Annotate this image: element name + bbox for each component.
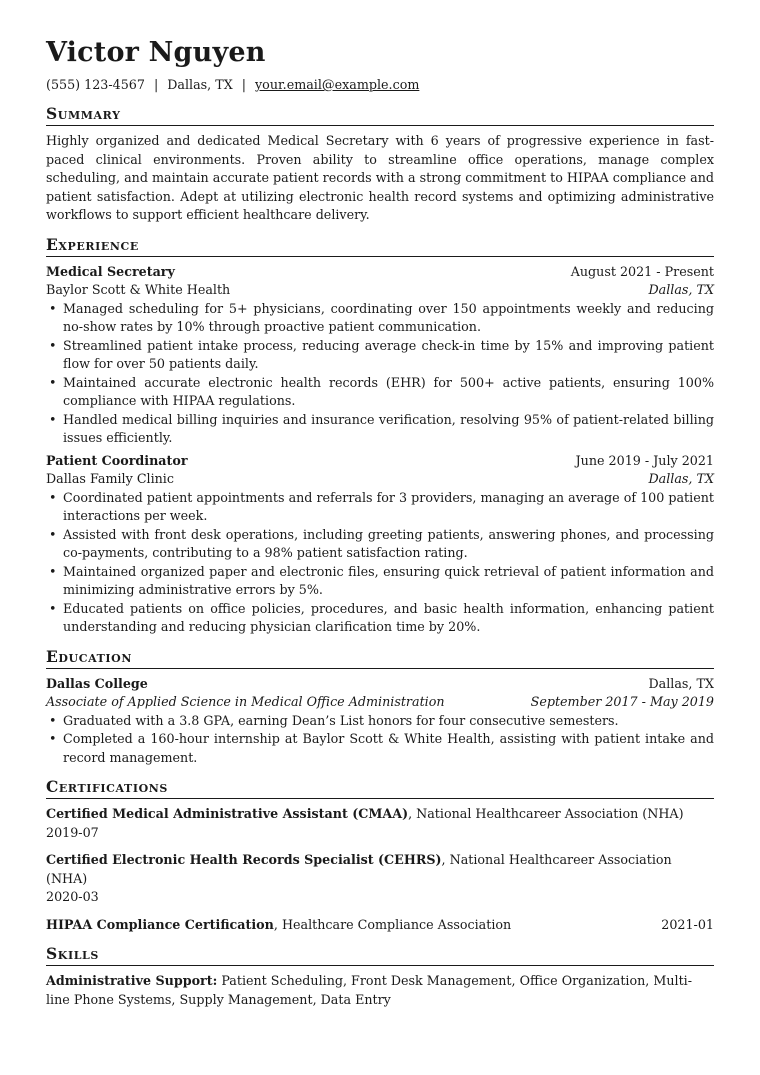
resume-page xyxy=(46,0,714,1009)
skills-entry xyxy=(46,972,714,1009)
skill-category: Administrative Support: xyxy=(46,973,218,988)
experience-entry xyxy=(46,263,714,448)
job-header xyxy=(46,263,714,282)
list-item: • Educated patients on office policies, procedures, and basic health information, enhancing patient understanding and reducing physician clarification time by 20%. xyxy=(46,600,714,637)
section-heading-summary: Summary xyxy=(46,104,714,126)
job-dates: June 2019 - July 2021 xyxy=(575,452,714,468)
certification-entry xyxy=(46,916,714,935)
phone-number: (555) 123-4567 xyxy=(46,77,145,92)
education-bullets xyxy=(46,712,714,768)
separator: | xyxy=(153,77,159,92)
education-dates: September 2017 - May 2019 xyxy=(530,694,714,709)
list-item: • Streamlined patient intake process, reducing average check-in time by 15% and improving patient flow for over 50 patients daily. xyxy=(46,337,714,374)
certification-issuer: , Healthcare Compliance Association xyxy=(273,916,512,932)
job-bullets xyxy=(46,489,714,637)
degree-line xyxy=(46,693,714,712)
job-subheader xyxy=(46,281,714,300)
section-heading-certifications: Certifications xyxy=(46,777,714,799)
section-heading-skills: Skills xyxy=(46,944,714,966)
summary-text: Highly organized and dedicated Medical Secretary with 6 years of progressive experience in fast-paced clinical environments. Proven ability to streamline office operations, manage complex scheduling, and maintain accurate patient records with a strong commitment to HIPAA compliance and patient satisfaction. Adept at utilizing electronic health record systems and optimizing administrative workflows to support efficient healthcare delivery. xyxy=(46,133,714,222)
list-item: • Managed scheduling for 5+ physicians, coordinating over 150 appointments weekly and reducing no-show rates by 10% through proactive patient communication. xyxy=(46,300,714,337)
skill-items: Patient Scheduling, Front Desk Management, Office Organization, Multi-line Phone Systems, Supply Management, Data Entry xyxy=(46,973,693,1007)
school-name: Dallas College xyxy=(46,675,148,691)
list-item: • Coordinated patient appointments and referrals for 3 providers, managing an average of 100 patient interactions per week. xyxy=(46,489,714,526)
certification-date: 2021-01 xyxy=(661,916,714,932)
list-item: • Maintained accurate electronic health records (EHR) for 500+ active patients, ensuring 100% compliance with HIPAA regulations. xyxy=(46,374,714,411)
section-heading-experience: Experience xyxy=(46,235,714,257)
email-link[interactable]: your.email@example.com xyxy=(255,77,420,92)
certification-entry xyxy=(46,851,714,907)
certification-date: 2019-07 xyxy=(46,824,99,840)
school-header xyxy=(46,675,714,694)
certification-name: Certified Medical Administrative Assistant (CMAA) xyxy=(46,806,409,821)
certification-issuer: , National Healthcareer Association (NHA) xyxy=(408,806,684,821)
list-item: • Handled medical billing inquiries and insurance verification, resolving 95% of patient-related billing issues efficiently. xyxy=(46,411,714,448)
degree-name: Associate of Applied Science in Medical Office Administration xyxy=(46,694,445,709)
company-name: Dallas Family Clinic xyxy=(46,471,174,486)
job-dates: August 2021 - Present xyxy=(570,263,714,279)
contact-line xyxy=(46,76,714,94)
certification-issuer: , National Healthcareer Association (NHA) xyxy=(46,852,672,886)
experience-entry xyxy=(46,452,714,637)
certification-entry xyxy=(46,805,714,842)
school-location: Dallas, TX xyxy=(648,675,714,691)
job-location: Dallas, TX xyxy=(648,282,714,297)
education-entry xyxy=(46,675,714,768)
separator: | xyxy=(241,77,247,92)
list-item: • Completed a 160-hour internship at Baylor Scott & White Health, assisting with patient intake and record management. xyxy=(46,730,714,767)
job-title: Patient Coordinator xyxy=(46,452,188,468)
job-bullets xyxy=(46,300,714,448)
list-item: • Assisted with front desk operations, including greeting patients, answering phones, and processing co-payments, contributing to a 98% patient satisfaction rating. xyxy=(46,526,714,563)
job-title: Medical Secretary xyxy=(46,263,175,279)
certifications-list xyxy=(46,805,714,934)
certification-name: HIPAA Compliance Certification xyxy=(46,916,274,932)
certification-name: Certified Electronic Health Records Specialist (CEHRS) xyxy=(46,852,442,867)
candidate-name: Victor Nguyen xyxy=(46,37,266,68)
location: Dallas, TX xyxy=(167,77,233,92)
job-subheader xyxy=(46,470,714,489)
certification-date: 2020-03 xyxy=(46,889,99,904)
list-item: • Maintained organized paper and electronic files, ensuring quick retrieval of patient information and minimizing administrative errors by 5%. xyxy=(46,563,714,600)
section-heading-education: Education xyxy=(46,647,714,669)
list-item: • Graduated with a 3.8 GPA, earning Dean’s List honors for four consecutive semesters. xyxy=(46,712,714,731)
company-name: Baylor Scott & White Health xyxy=(46,282,231,297)
job-header xyxy=(46,452,714,471)
job-location: Dallas, TX xyxy=(648,471,714,486)
